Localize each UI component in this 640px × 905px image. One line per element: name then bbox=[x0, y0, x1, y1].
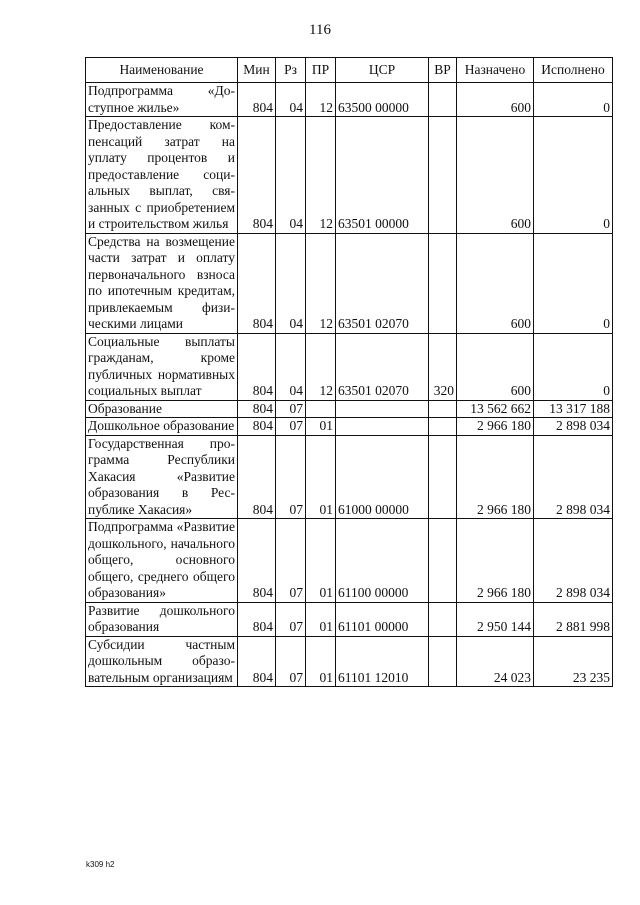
cell-assigned: 2 966 180 bbox=[457, 435, 534, 519]
cell-rz: 07 bbox=[276, 435, 306, 519]
cell-csr: 63500 00000 bbox=[336, 83, 429, 117]
table-row bbox=[86, 400, 613, 418]
cell-csr: 61100 00000 bbox=[336, 519, 429, 603]
cell-pr bbox=[306, 400, 336, 418]
cell-executed: 0 bbox=[534, 333, 613, 400]
table-row bbox=[86, 602, 613, 636]
cell-executed: 2 898 034 bbox=[534, 519, 613, 603]
cell-name: Средства на возмещение части затрат и оплату первоначального взноса по ипотечным кредитам, привлекаемым физическими лицами bbox=[86, 233, 238, 333]
table-body bbox=[86, 83, 613, 687]
cell-vr bbox=[429, 435, 457, 519]
cell-min: 804 bbox=[238, 400, 276, 418]
cell-name: Субсидии частным дошкольным образовательным организациям bbox=[86, 636, 238, 687]
table-row bbox=[86, 117, 613, 234]
cell-name: Предоставление компенсаций затрат на уплату процентов и предоставление социальных выплат, связанных с приобретением и строительством жилья bbox=[86, 117, 238, 234]
cell-executed: 0 bbox=[534, 117, 613, 234]
cell-executed: 0 bbox=[534, 83, 613, 117]
table-row bbox=[86, 83, 613, 117]
cell-rz: 04 bbox=[276, 117, 306, 234]
cell-rz: 04 bbox=[276, 83, 306, 117]
cell-pr: 12 bbox=[306, 233, 336, 333]
budget-table bbox=[85, 57, 613, 687]
cell-vr bbox=[429, 636, 457, 687]
cell-min: 804 bbox=[238, 435, 276, 519]
cell-vr bbox=[429, 602, 457, 636]
cell-executed: 13 317 188 bbox=[534, 400, 613, 418]
cell-name: Подпрограмма «Развитие дошкольного, начального общего, основного общего, среднего общего образования» bbox=[86, 519, 238, 603]
table-row bbox=[86, 233, 613, 333]
cell-assigned: 2 966 180 bbox=[457, 519, 534, 603]
cell-csr bbox=[336, 418, 429, 436]
cell-assigned: 600 bbox=[457, 233, 534, 333]
table-row bbox=[86, 333, 613, 400]
cell-executed: 0 bbox=[534, 233, 613, 333]
cell-csr: 61000 00000 bbox=[336, 435, 429, 519]
cell-assigned: 600 bbox=[457, 117, 534, 234]
cell-pr: 01 bbox=[306, 602, 336, 636]
cell-assigned: 2 966 180 bbox=[457, 418, 534, 436]
cell-csr: 63501 02070 bbox=[336, 333, 429, 400]
cell-pr: 12 bbox=[306, 83, 336, 117]
cell-csr: 63501 00000 bbox=[336, 117, 429, 234]
cell-assigned: 13 562 662 bbox=[457, 400, 534, 418]
col-header-executed: Исполнено bbox=[534, 58, 613, 83]
col-header-name: Наименование bbox=[86, 58, 238, 83]
cell-rz: 04 bbox=[276, 333, 306, 400]
cell-min: 804 bbox=[238, 83, 276, 117]
cell-pr: 01 bbox=[306, 636, 336, 687]
cell-vr bbox=[429, 418, 457, 436]
col-header-vr: ВР bbox=[429, 58, 457, 83]
cell-executed: 2 898 034 bbox=[534, 435, 613, 519]
cell-pr: 01 bbox=[306, 435, 336, 519]
cell-assigned: 24 023 bbox=[457, 636, 534, 687]
cell-csr: 61101 12010 bbox=[336, 636, 429, 687]
cell-rz: 07 bbox=[276, 519, 306, 603]
cell-name: Социальные выплаты гражданам, кроме публичных нормативных социальных выплат bbox=[86, 333, 238, 400]
cell-name: Образование bbox=[86, 400, 238, 418]
cell-executed: 2 881 998 bbox=[534, 602, 613, 636]
cell-min: 804 bbox=[238, 418, 276, 436]
cell-rz: 04 bbox=[276, 233, 306, 333]
cell-vr bbox=[429, 83, 457, 117]
cell-min: 804 bbox=[238, 333, 276, 400]
cell-executed: 2 898 034 bbox=[534, 418, 613, 436]
cell-csr: 61101 00000 bbox=[336, 602, 429, 636]
cell-csr bbox=[336, 400, 429, 418]
cell-min: 804 bbox=[238, 636, 276, 687]
cell-pr: 01 bbox=[306, 519, 336, 603]
cell-csr: 63501 02070 bbox=[336, 233, 429, 333]
cell-vr: 320 bbox=[429, 333, 457, 400]
cell-pr: 12 bbox=[306, 117, 336, 234]
cell-executed: 23 235 bbox=[534, 636, 613, 687]
cell-vr bbox=[429, 117, 457, 234]
page-number: 116 bbox=[309, 22, 331, 38]
cell-vr bbox=[429, 519, 457, 603]
cell-name: Развитие дошкольного образования bbox=[86, 602, 238, 636]
cell-min: 804 bbox=[238, 519, 276, 603]
cell-name: Государственная программа Республики Хакасия «Развитие образования в Республике Хакасия» bbox=[86, 435, 238, 519]
cell-pr: 01 bbox=[306, 418, 336, 436]
col-header-pr: ПР bbox=[306, 58, 336, 83]
cell-name: Дошкольное образование bbox=[86, 418, 238, 436]
cell-rz: 07 bbox=[276, 636, 306, 687]
cell-rz: 07 bbox=[276, 418, 306, 436]
table-row bbox=[86, 519, 613, 603]
table-header-row bbox=[86, 58, 613, 83]
cell-assigned: 600 bbox=[457, 83, 534, 117]
cell-vr bbox=[429, 233, 457, 333]
cell-vr bbox=[429, 400, 457, 418]
col-header-csr: ЦСР bbox=[336, 58, 429, 83]
table-row bbox=[86, 636, 613, 687]
cell-min: 804 bbox=[238, 233, 276, 333]
cell-min: 804 bbox=[238, 602, 276, 636]
col-header-rz: Рз bbox=[276, 58, 306, 83]
table-row bbox=[86, 418, 613, 436]
cell-rz: 07 bbox=[276, 602, 306, 636]
cell-name: Подпрограмма «Доступное жилье» bbox=[86, 83, 238, 117]
cell-assigned: 2 950 144 bbox=[457, 602, 534, 636]
table-row bbox=[86, 435, 613, 519]
cell-assigned: 600 bbox=[457, 333, 534, 400]
col-header-assigned: Назначено bbox=[457, 58, 534, 83]
footer-code: k309 h2 bbox=[86, 860, 115, 869]
cell-rz: 07 bbox=[276, 400, 306, 418]
col-header-min: Мин bbox=[238, 58, 276, 83]
cell-min: 804 bbox=[238, 117, 276, 234]
cell-pr: 12 bbox=[306, 333, 336, 400]
